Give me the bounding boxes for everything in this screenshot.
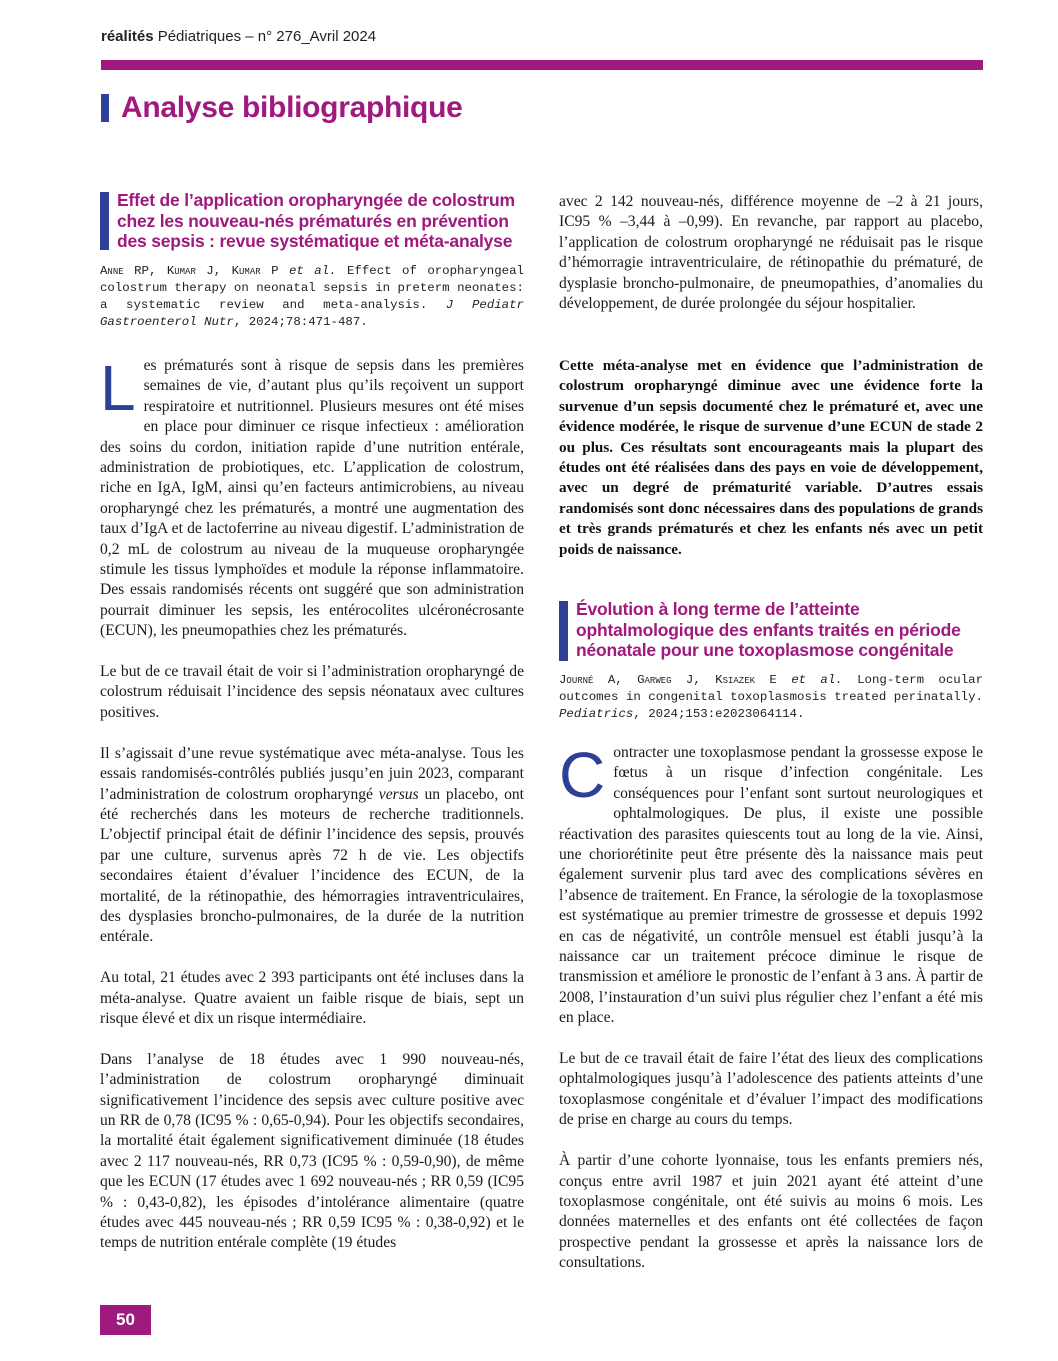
ref-citation: , 2024;78:471-487. <box>233 315 368 329</box>
article1-paragraph-4: Au total, 21 études avec 2 393 participants ont été incluses dans la méta-analyse. Quatre avaient un faible risque de biais, sept un risque élevé et dix un risque intermédiaire. <box>100 969 524 1027</box>
ref-author: Garweg <box>637 673 672 687</box>
article1-p3-text-b: un placebo, ont été recherchés dans les moteurs de recherche traditionnels. L’objectif principal était de définir l’incidence des sepsis, prouvés par une culture, survenus après 72 h de vie. Les objectifs secondaires étaient d’évaluer l’incidence des ECUN, de la mortalité, de la rétinopathie, des hémorragies intraventriculaires, des dysplasies broncho-pulmonaires, de la durée de la nutrition entérale. <box>100 785 525 946</box>
article2-paragraph-1 <box>559 739 983 1029</box>
ref-journal: J Pediatr Gastroenterol Nutr <box>100 298 524 329</box>
article2-paragraph-3: À partir d’une cohorte lyonnaise, tous les enfants premiers nés, conçus entre avril 1987 et juin 2021 ayant été atteint d’une toxoplasmose congénitale, ont été suivis au moins 6 mois. Les données maternelles et des enfants ont été collectées de façon prospective pendant la grossesse et après la naissance lors de consultations. <box>559 1152 983 1272</box>
article2-body <box>559 739 983 1294</box>
header-rule <box>101 60 983 70</box>
article1-title: Effet de l’application oropharyngée de colostrum chez les nouveau-nés prématurés en prévention des sepsis : revue systématique et méta-analyse <box>117 190 515 251</box>
article1-p3-text-a: Il s’agissait d’une revue systématique avec méta-analyse. Tous les essais randomisés-contrôlés publiés jusqu’en juin 2023, comparant l’administration de colostrum oropharyngé <box>100 744 524 803</box>
ref-journal: Pediatrics <box>559 707 634 721</box>
article2-heading <box>559 599 983 661</box>
ref-text: A, <box>593 673 638 687</box>
ref-title: Long-term ocular outcomes in congenital toxoplasmosis treated perinatally. <box>559 673 984 704</box>
ref-title: Effect of oropharyngeal colostrum therapy on neonatal sepsis in preterm neonates: a systematic review and meta-analysis. <box>100 264 524 312</box>
ref-author: Anne <box>100 264 124 278</box>
ref-author: Journé <box>559 673 594 687</box>
journal-brand: réalités <box>101 28 154 45</box>
article1-paragraph-6: avec 2 142 nouveau-nés, différence moyenne de –2 à 21 jours, IC95 % –3,44 à –0,99). En revanche, par rapport au placebo, l’application de colostrum oropharyngé ne réduisait pas le risque d’hémorragie intraventriculaire, de rétinopathie du prématuré, de dysplasie broncho-pulmonaire, de pneumopathies, d’anomalies du développement, de durée prolongée du séjour hospitalier. <box>559 193 983 313</box>
article2-title-bar <box>559 601 568 661</box>
article2-reference <box>559 672 983 723</box>
ref-author: Ksiazek <box>715 673 755 687</box>
section-heading <box>101 88 462 128</box>
page-number: 50 <box>100 1305 151 1335</box>
ref-text: J, <box>671 673 716 687</box>
article2-dropcap: C <box>559 739 606 811</box>
ref-text: J, <box>195 264 232 278</box>
section-title: Analyse bibliographique <box>121 91 463 124</box>
article1-p3-versus: versus <box>378 785 419 803</box>
article1-reference <box>100 263 524 331</box>
article1-body <box>100 352 525 1274</box>
article1-paragraph-5: Dans l’analyse de 18 études avec 1 990 nouveau-nés, l’administration de colostrum oropharyngé diminuait significativement l’incidence des sepsis avec culture positive avec un RR de 0,78 (IC95 % : 0,65-0,94). Pour les objectifs secondaires, la mortalité était également significativement diminuée (18 études avec 2 117 nouveau-nés, RR 0,73 (IC95 % : 0,59-0,90), de même que les ECUN (17 études avec 1 692 nouveau-nés ; RR 0,59 (IC95 % : 0,43-0,82), les épisodes d’intolérance alimentaire (quatre études avec 445 nouveau-nés ; RR 0,59 IC95 % : 0,38-0,92) et le temps de nutrition entérale complète (19 études <box>100 1050 524 1252</box>
article2-p1-text: ontracter une toxoplasmose pendant la grossesse expose le fœtus à un risque d’infection congénitale. Les conséquences pour l’enfant sont surtout neurologiques et ophtalmologiques. De plus, il existe une possible réactivation des parasites quiescents tout au long de la vie. Ainsi, une choriorétinite peut être présente dès la naissance mais peut également survenir plus tard avec des complications sévères en l’absence de traitement. En France, la sérologie de la toxoplasmose est systématique au premier trimestre de grossesse et depuis 1992 en cas de négativité, un contrôle mensuel est établi jusqu’à la naissance car un traitement précoce diminue le risque de transmission et améliore le pronostic de l’enfant à 3 ans. À partir de 2008, l’instauration d’un suivi plus régulier chez l’enfant a été mis en place. <box>559 744 983 1027</box>
ref-etal: et al. <box>791 673 843 687</box>
article1-conclusion: Cette méta-analyse met en évidence que l’administration de colostrum oropharyngé diminue avec une évidence forte la survenue d’un sepsis documenté chez le prématuré et, avec une évidence modérée, le risque de survenue d’une ECUN de stade 2 ou plus. Ces résultats sont encourageants mais la plupart des études ont été réalisées dans des pays en voie de développement, avec un degré de prématurité variable. D’autres essais randomisés sont donc nécessaires dans des populations de grands et très grands prématurés et chez les enfants nés avec un petit poids de naissance. <box>559 357 983 558</box>
article1-title-bar <box>100 192 109 250</box>
article1-paragraph-1 <box>100 352 524 642</box>
journal-issue: Pédiatriques – n° 276_Avril 2024 <box>153 28 377 45</box>
ref-text: RP, <box>123 264 167 278</box>
article1-paragraph-3 <box>100 744 524 948</box>
article1-paragraph-2: Le but de ce travail était de voir si l’administration oropharyngé de colostrum réduisait l’incidence des sepsis néonataux avec cultures positives. <box>100 663 524 721</box>
article1-dropcap: L <box>100 352 136 424</box>
article1-p1-text: es prématurés sont à risque de sepsis dans les premières semaines de vie, d’autant plus qu’ils reçoivent un support respiratoire et nutritionnel. Plusieurs mesures ont été mises en place pour diminuer ce risque infectieux : amélioration des soins du cordon, initiation rapide d’une nutrition entérale, administration de probiotiques, etc. L’application de colostrum, riche en IgA, IgM, ainsi qu’en facteurs antimicrobiens, au niveau oropharyngé chez les prématurés, a montré une augmentation des taux d’IgA et de lactoferrine au niveau digestif. L’administration de 0,2 mL de colostrum au niveau de la muqueuse oropharyngée stimule les tissus lymphoïdes et module la réponse inflammatoire. Des essais randomisés récents ont suggéré que son administration pourrait diminuer les sepsis, les entérocolites ulcéronécrosante (ECUN), les pneumopathies chez les prématurés. <box>100 357 524 640</box>
ref-author: Kumar <box>166 264 196 278</box>
article2-title: Évolution à long terme de l’atteinte ophtalmologique des enfants traités en période néonatale pour une toxoplasmose congénitale <box>576 599 961 660</box>
article1-heading <box>100 190 524 252</box>
ref-author: Kumar <box>231 264 261 278</box>
ref-text: E <box>755 673 792 687</box>
journal-header <box>101 28 376 45</box>
article2-paragraph-2: Le but de ce travail était de faire l’état des lieux des complications ophtalmologiques jusqu’à l’adolescence des patients atteints d’une toxoplasmose congénitale et d’évaluer l’impact des modifications de prise en charge au cours du temps. <box>559 1050 983 1129</box>
ref-etal: et al. <box>288 264 337 278</box>
ref-citation: , 2024;153:e2023064114. <box>633 707 805 721</box>
article1-body-continued <box>559 192 983 335</box>
section-marker <box>101 94 109 122</box>
ref-text: P <box>260 264 289 278</box>
